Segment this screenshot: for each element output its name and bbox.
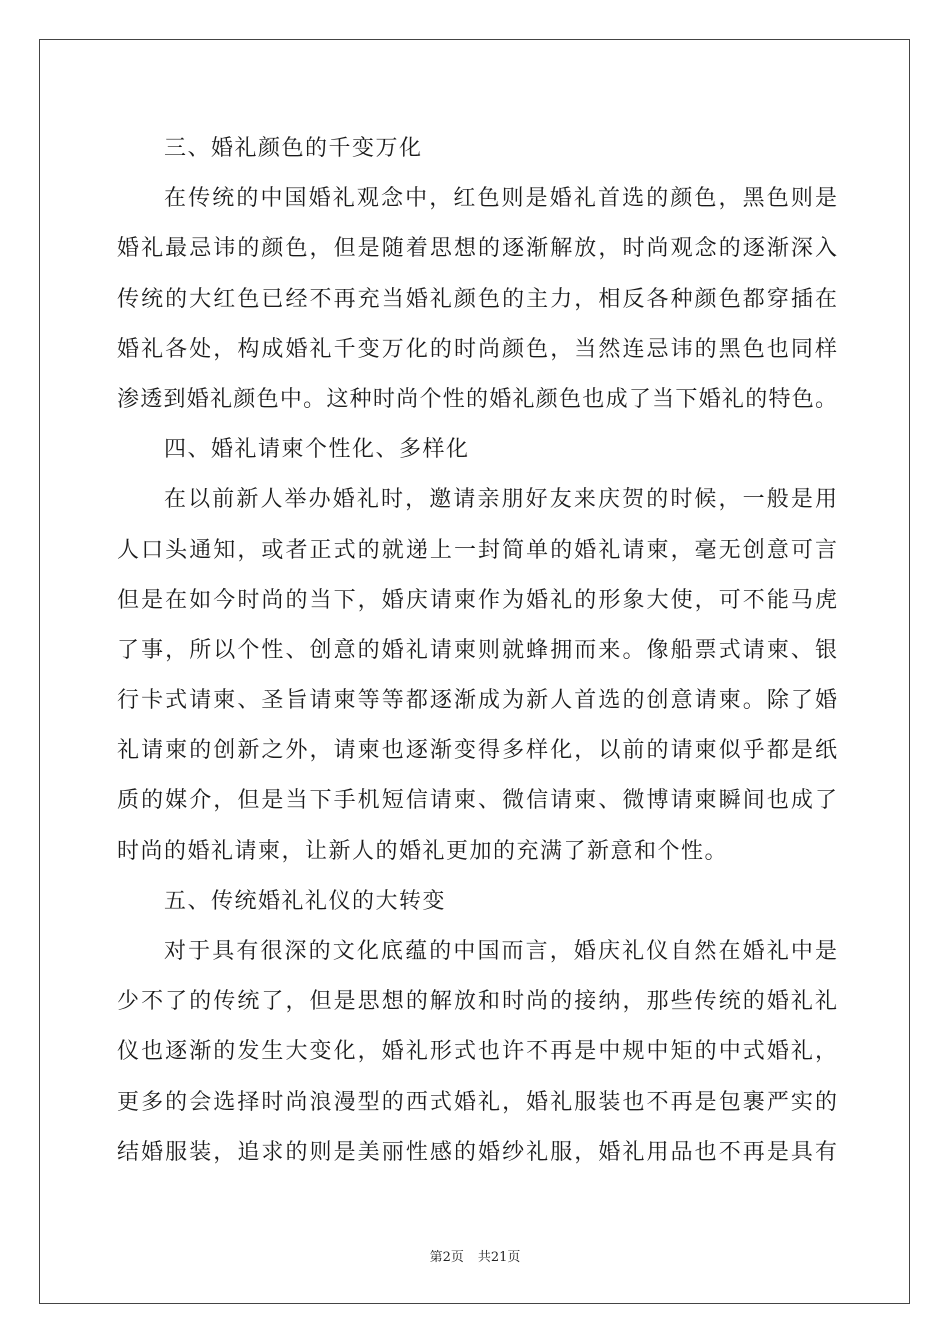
- paragraph-first-line: 四、婚礼请柬个性化、多样化: [164, 437, 470, 463]
- document-body: [117, 124, 837, 1178]
- text-line: 质的媒介，但是当下手机短信请柬、微信请柬、微博请柬瞬间也成了: [117, 788, 837, 814]
- text-line: 但是在如今时尚的当下，婚庆请柬作为婚礼的形象大使，可不能马虎: [117, 587, 837, 613]
- text-line: 婚礼各处，构成婚礼千变万化的时尚颜色，当然连忌讳的黑色也同样: [117, 336, 837, 362]
- page-total: 共21页: [477, 1250, 521, 1265]
- paragraph-first-line: 在传统的中国婚礼观念中，红色则是婚礼首选的颜色，黑色则是: [164, 186, 837, 212]
- page-number: 第2页: [429, 1250, 464, 1265]
- text-line: 时尚的婚礼请柬，让新人的婚礼更加的充满了新意和个性。: [117, 838, 729, 864]
- text-line: 少不了的传统了，但是思想的解放和时尚的接纳，那些传统的婚礼礼: [117, 989, 837, 1015]
- text-line: 了事，所以个性、创意的婚礼请柬则就蜂拥而来。像船票式请柬、银: [117, 637, 837, 663]
- text-line: 人口头通知，或者正式的就递上一封简单的婚礼请柬，毫无创意可言: [117, 537, 837, 563]
- paragraph-first-line: 三、婚礼颜色的千变万化: [164, 136, 423, 161]
- paragraph-first-line: 五、传统婚礼礼仪的大转变: [164, 888, 447, 914]
- paragraph-first-line: 在以前新人举办婚礼时，邀请亲朋好友来庆贺的时候，一般是用: [164, 487, 837, 513]
- paragraph-first-line: 对于具有很深的文化底蕴的中国而言，婚庆礼仪自然在婚礼中是: [164, 939, 837, 964]
- text-line: 婚礼最忌讳的颜色，但是随着思想的逐渐解放，时尚观念的逐渐深入: [117, 236, 837, 262]
- text-line: 礼请柬的创新之外，请柬也逐渐变得多样化，以前的请柬似乎都是纸: [117, 738, 837, 764]
- text-line: 行卡式请柬、圣旨请柬等等都逐渐成为新人首选的创意请柬。除了婚: [117, 688, 837, 714]
- text-line: 渗透到婚礼颜色中。这种时尚个性的婚礼颜色也成了当下婚礼的特色。: [117, 386, 837, 412]
- text-line: 传统的大红色已经不再充当婚礼颜色的主力，相反各种颜色都穿插在: [117, 286, 837, 312]
- text-line: 仪也逐渐的发生大变化，婚礼形式也许不再是中规中矩的中式婚礼，: [117, 1039, 837, 1065]
- text-line: 更多的会选择时尚浪漫型的西式婚礼，婚礼服装也不再是包裹严实的: [117, 1089, 837, 1115]
- page-footer: [0, 1246, 950, 1265]
- text-line: 结婚服装，追求的则是美丽性感的婚纱礼服，婚礼用品也不再是具有: [117, 1139, 837, 1165]
